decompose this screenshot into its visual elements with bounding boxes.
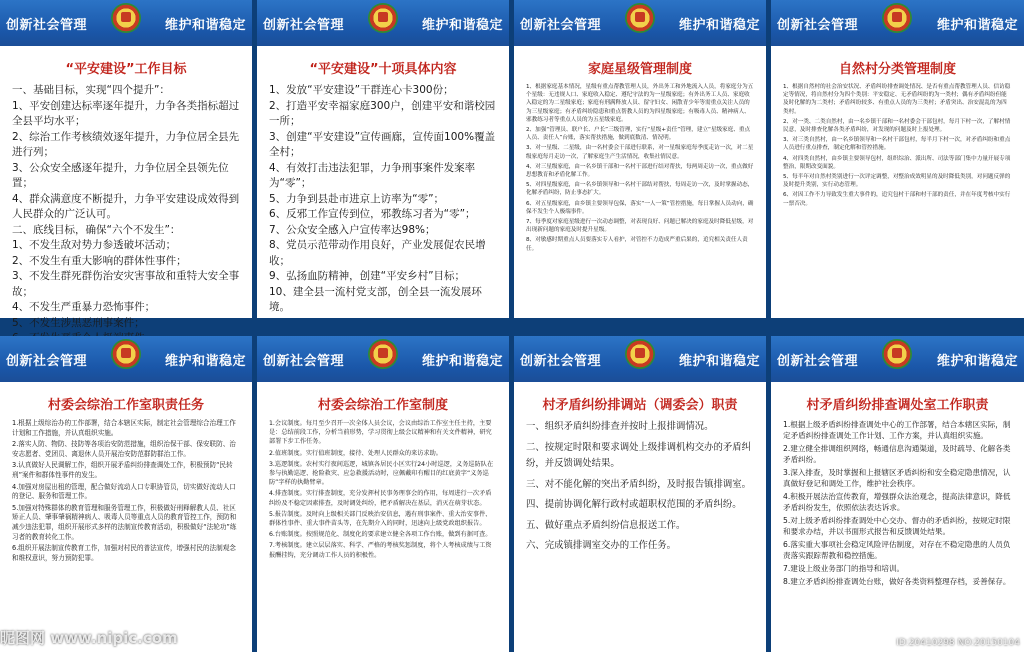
- paragraph: 9、弘扬血防精神，创建“平安乡村”目标；: [269, 270, 466, 282]
- paragraph: 8、对敏感时期重点人员要落实专人看护，对管控不力造成严重后果的，追究相关责任人责任。: [526, 237, 748, 252]
- panel-title: “平安建设”工作目标: [65, 62, 187, 77]
- paragraph: 4、对三星级家庭，由一名乡镇干部和一名村干部进行结对帮扶，每两周走访一次，重点做好思想教育和矛盾化解工作。: [526, 163, 754, 179]
- paragraph: 2、加强“管理员、联户长、户长”三级管理，实行“星级+责任”管理，建立“星级家庭、重点人员、责任人”台账，落实帮扶措施，做到底数清、情况明。: [526, 127, 751, 142]
- paragraph: 1、根据家庭基本情况，星级有重点帮教管理人员，外出务工和外地流入人员，将家庭分为五个星级：无违规人口、家庭收入稳定、遵纪守法的为一星级家庭；有外出务工人员、家庭收入稳定的为二星级家庭；家庭有刑满释放人员、留守妇女、闲散青少年等需重点关注人员的为三星级家庭；有矛盾纠纷隐患和重点帮教人员的为四星级家庭；有吸毒人员、精神病人、邪教练习者等重点人员的为五星级家庭。: [526, 84, 754, 123]
- paragraph: 3、对三类自然村，由一名乡镇领导和一名村干部包村，每半月下村一次，对矛盾纠纷和重点人员进行重点排查，制定化解和管控措施。: [783, 137, 1011, 152]
- panel-mediation-office: [771, 336, 1024, 652]
- paragraph: 4.积极开展法治宣传教育，增强群众法治观念，提高法律意识，降低矛盾纠纷发生，依照依法表达诉求。: [783, 492, 1011, 512]
- paragraph: 1、不发生敌对势力参透破坏活动；: [12, 239, 177, 251]
- panel-body: [0, 419, 252, 563]
- paragraph: 7.建设上级业务部门的指导和培训。: [783, 564, 905, 573]
- panel-mediation-station: [514, 336, 766, 652]
- paragraph: 五、做好重点矛盾纠纷信息报送工作。: [526, 519, 686, 531]
- paragraph: 三、对不能化解的突出矛盾纠纷，及时报告镇排调室。: [526, 478, 752, 490]
- header-left-slogan: 创新社会管理: [520, 18, 602, 33]
- paragraph: 8、党员示范带动作用良好，产业发展促农民增收；: [269, 239, 486, 267]
- panel-office-duties: [0, 336, 252, 652]
- paragraph: 1.根据上级综治办的工作部署，结合本辖区实际，制定社会管理综合治理工作计划和工作措施，并认真组织实施。: [12, 419, 236, 437]
- paragraph: 1.会议制度。每月至少召开一次全体人员会议，会议由综治工作室主任主持，主要是：总结前段工作，分析当前形势，学习贯彻上级会议精神和有关文件精神，研究部署下步工作任务。: [269, 420, 492, 446]
- paragraph: 六、完成镇排调室交办的工作任务。: [526, 540, 677, 551]
- panel-body: [514, 83, 766, 253]
- paragraph: 二、底线目标，确保“六个不发生”：: [12, 223, 181, 236]
- header-right-slogan: 维护和谐稳定: [936, 354, 1018, 369]
- paragraph: 5.对上级矛盾纠纷排查调处中心交办、督办的矛盾纠纷，按规定时限和要求办结，并以书面形式报告和反馈调处结果。: [783, 516, 1011, 536]
- header-right-slogan: 维护和谐稳定: [678, 354, 760, 369]
- panel-title: “平安建设”十项具体内容: [309, 62, 457, 77]
- panel-body: [514, 419, 766, 555]
- paragraph: 1、平安创建达标率逐年提升，力争各类指标超过全县平均水平；: [12, 99, 240, 127]
- panel-body: [0, 83, 252, 347]
- paragraph: 3、不发生群死群伤治安灾害事故和重特大安全事故；: [12, 270, 240, 298]
- police-emblem-icon: [111, 339, 141, 369]
- panel-body: [257, 83, 509, 316]
- paragraph: 6、对因工作不力导致发生重大事件的，追究包村干部和村干部的责任，并在年度考核中实行一票否决。: [783, 192, 1011, 207]
- panel-title: 家庭星级管理制度: [587, 62, 692, 77]
- police-emblem-icon: [111, 3, 141, 33]
- paragraph: 6、反邪工作宣传到位，邪教练习者为“零”；: [269, 208, 476, 220]
- paragraph: 2、对一类、二类自然村，由一名乡镇干部和一名村委会干部包村，每月下村一次，了解村情民意，及时排查化解各类矛盾纠纷，对发现的问题及时上报处理。: [783, 118, 1011, 134]
- header-left-slogan: 创新社会管理: [263, 354, 345, 369]
- police-emblem-icon: [882, 3, 912, 33]
- paragraph: 5.加强对特殊群体的教育管理和服务管理工作，积极做好刑释解教人员、社区矫正人员、肇事肇祸精神病人、吸毒人员等重点人员的教育管控工作，预防和减少违法犯罪，组织开展形式多样的法制宣传教育活动，积极做好“法轮功”练习者的教育转化工作。: [12, 503, 237, 541]
- paragraph: 7、公众安全感入户宣传率达98%；: [269, 223, 436, 236]
- panel-office-rules: [257, 336, 509, 652]
- watermark-logo: 昵图网 www.nipic.com: [0, 629, 178, 647]
- paragraph: 5、力争到县赴市进京上访率为“零”；: [269, 192, 445, 205]
- panel-header: [257, 0, 509, 46]
- paragraph: 4、群众满意度不断提升，力争平安建设成效得到人民群众的广泛认可。: [12, 192, 240, 220]
- paragraph: 7.考核制度。建立层层落实、科学、严格的考核奖惩制度，将个人考核成绩与工资报酬挂钩，充分调动工作人员的积极性。: [269, 542, 492, 559]
- panel-title: 村委会综治工作室职责任务: [47, 398, 204, 413]
- header-right-slogan: 维护和谐稳定: [164, 18, 246, 33]
- paragraph: 3.深入排查，及时掌握和上报辖区矛盾纠纷和安全稳定隐患情况，认真做好登记和调处工作，维护社会秩序。: [783, 468, 1011, 488]
- police-emblem-icon: [368, 3, 398, 33]
- panel-title: 村矛盾纠纷排查调处室工作职责: [806, 398, 989, 413]
- police-emblem-icon: [368, 339, 398, 369]
- paragraph: 10、建全县一流村党支部，创全县一流发展环境。: [269, 285, 482, 313]
- header-left-slogan: 创新社会管理: [520, 354, 602, 369]
- paragraph: 2、综治工作考核绩效逐年提升，力争位居全县先进行列；: [12, 130, 240, 158]
- paragraph: 3、创建“平安建设”宣传画廊，宣传面100%覆盖全村；: [269, 130, 496, 158]
- panel-body: [257, 419, 509, 560]
- panel-header: [514, 336, 766, 382]
- paragraph: 5、对四星级家庭，由一名乡镇领导和一名村干部结对帮扶，每周走访一次，及时掌握动态，化解矛盾纠纷，防止事态扩大。: [526, 182, 754, 197]
- panel-safety-goals: [0, 0, 252, 329]
- paragraph: 4、对四类自然村，由乡镇主要领导包村，组织综治、派出所、司法等部门集中力量开展专项整治，限期改变面貌。: [783, 155, 1011, 170]
- paragraph: 2.值班制度。实行值班制度，接待、处理人民群众的来访求助。: [269, 449, 442, 457]
- paragraph: 3.认真做好人民调解工作，组织开展矛盾纠纷排查调处工作，积极预防“民转刑”案件和群体性事件的发生。: [12, 461, 233, 479]
- paragraph: 5、每半年对自然村类别进行一次评定调整，对整治成效明显的及时降低类别，对问题反弹的及时提升类别，实行动态管理。: [783, 174, 1011, 189]
- paragraph: 二、按规定时限和要求调处上级排调机构交办的矛盾纠纷，并反馈调处结果。: [526, 441, 752, 469]
- panel-title: 村委会综治工作室制度: [317, 398, 448, 413]
- paragraph: 3.巡逻制度。农村实行夜间巡逻，城镇各居民小区实行24小时巡逻，义务巡防队在参与执勤巡逻、抢险救灾、应急救援活动时，应佩戴印有醒目的红底黄字“义务巡防”字样的执勤臂章。: [269, 460, 494, 487]
- panel-body: [771, 83, 1024, 208]
- paragraph: 四、提前协调化解行政村或超职权范围的矛盾纠纷。: [526, 499, 742, 510]
- panel-title: 自然村分类管理制度: [838, 62, 956, 77]
- panel-header: [257, 336, 509, 382]
- paragraph: 2、不发生有重大影响的群体性事件；: [12, 254, 187, 267]
- paragraph: 一、组织矛盾纠纷排查并按时上报排调情况。: [526, 421, 714, 432]
- paragraph: 一、基础目标，实现“四个提升”：: [12, 84, 170, 96]
- paragraph: 6、对五星级家庭，由乡镇主要领导包保，落实“一人一策”管控措施，每日掌握人员动向，确保不发生个人极端事件。: [526, 200, 754, 215]
- header-left-slogan: 创新社会管理: [777, 18, 859, 33]
- paragraph: 4、不发生严重暴力恐怖事件；: [12, 301, 156, 313]
- panel-body: [771, 419, 1024, 587]
- header-left-slogan: 创新社会管理: [777, 354, 859, 369]
- paragraph: 4.加强对房屋出租的管理，配合做好流动人口专职协管员，切实做好流动人口的登记、服务和管理工作。: [12, 482, 236, 501]
- header-right-slogan: 维护和谐稳定: [164, 354, 246, 369]
- header-right-slogan: 维护和谐稳定: [421, 354, 503, 369]
- paragraph: 3、公众安全感逐年提升，力争位居全县领先位置；: [12, 161, 229, 189]
- paragraph: 4、有效打击违法犯罪，力争刑事案件发案率为“零”；: [269, 161, 476, 189]
- police-emblem-icon: [882, 339, 912, 369]
- panel-family-star: [514, 0, 766, 318]
- paragraph: 5.报告制度。及时向上级相关部门反映治安信息，遇有刑事案件、重大治安事件、群体性事件、重大事件苗头等，在先期介入的同时，迅速向上级党政组织报告。: [269, 510, 492, 528]
- paragraph: 8.建立矛盾纠纷排查调处台账，做好各类资料整理存档，妥善保存。: [783, 577, 1011, 586]
- panel-title: 村矛盾纠纷排调站（调委会）职责: [542, 398, 738, 413]
- watermark-id: ID:20410298 NO:20150104: [896, 638, 1020, 648]
- header-right-slogan: 维护和谐稳定: [421, 18, 503, 33]
- paragraph: 4.排查制度。实行排查制度，充分发挥村民事务理事会的作用，每周进行一次矛盾纠纷及不稳定因素排查，及时调处纠纷，把矛盾解决在基层，消灭在萌芽状态。: [269, 490, 492, 507]
- police-emblem-icon: [625, 339, 655, 369]
- panel-header: [514, 0, 766, 46]
- panel-header: [771, 336, 1024, 382]
- panel-ten-items: [257, 0, 509, 318]
- panel-header: [0, 336, 252, 382]
- paragraph: 2.落实人防、物防、技防等各项治安防范措施，组织治保干部、保安联防、治安志愿者、党团员、离退休人员开展治安防范群防群治工作。: [12, 440, 236, 458]
- panel-village-class: [771, 0, 1024, 318]
- header-left-slogan: 创新社会管理: [263, 18, 345, 33]
- paragraph: 1.根据上级矛盾纠纷排查调处中心的工作部署，结合本辖区实际，制定矛盾纠纷排查调处工作计划、工作方案，并认真组织实施。: [783, 420, 1011, 440]
- paragraph: 1、根据自然村的社会治安状况、矛盾纠纷排查调处情况、是否有重点帮教管理人员、信访稳定等情况，将自然村分为四个类别：平安稳定、无矛盾纠纷的为一类村；偶有矛盾纠纷但能及时化解的为二类村；矛盾纠纷较多、有重点人员的为三类村；矛盾突出、治安混乱的为四类村。: [783, 84, 1011, 115]
- paragraph: 3、对一星级、二星级，由一名村委会干部进行联系，对一星级家庭每季度走访一次，对二星级家庭每月走访一次，了解家庭生产生活情况，收集社情民意。: [526, 145, 754, 160]
- header-right-slogan: 维护和谐稳定: [936, 18, 1018, 33]
- paragraph: 1、发放“平安建设”干群连心卡300份；: [269, 84, 454, 96]
- paragraph: 2.建立健全排调组织网络，畅通信息沟通渠道，及时疏导、化解各类矛盾纠纷。: [783, 444, 1011, 464]
- panel-header: [771, 0, 1024, 46]
- police-emblem-icon: [625, 3, 655, 33]
- header-left-slogan: 创新社会管理: [6, 354, 88, 369]
- header-right-slogan: 维护和谐稳定: [678, 18, 760, 33]
- panel-header: [0, 0, 252, 46]
- paragraph: 6.台账制度。按照规范化、制度化的要求建立健全各项工作台账，做到有据可查。: [269, 531, 492, 539]
- paragraph: 6.落实重大事项社会稳定风险评估制度，对存在不稳定隐患的人员负责落实跟踪帮教和稳控措施。: [783, 540, 1011, 560]
- paragraph: 7、每季度对家庭星级进行一次动态调整，对表现良好、问题已解决的家庭及时降低星级，对出现新问题的家庭及时提升星级。: [526, 219, 754, 234]
- paragraph: 2、打造平安幸福家庭300户，创建平安和谐校园一所；: [269, 99, 496, 127]
- paragraph: 5、不发生涉黑恶刑事案件；: [12, 316, 145, 329]
- paragraph: 6.组织开展法制宣传教育工作，加强对村民的普法宣传，增强村民的法制观念和维权意识，努力预防犯罪。: [12, 544, 236, 562]
- header-left-slogan: 创新社会管理: [6, 18, 88, 33]
